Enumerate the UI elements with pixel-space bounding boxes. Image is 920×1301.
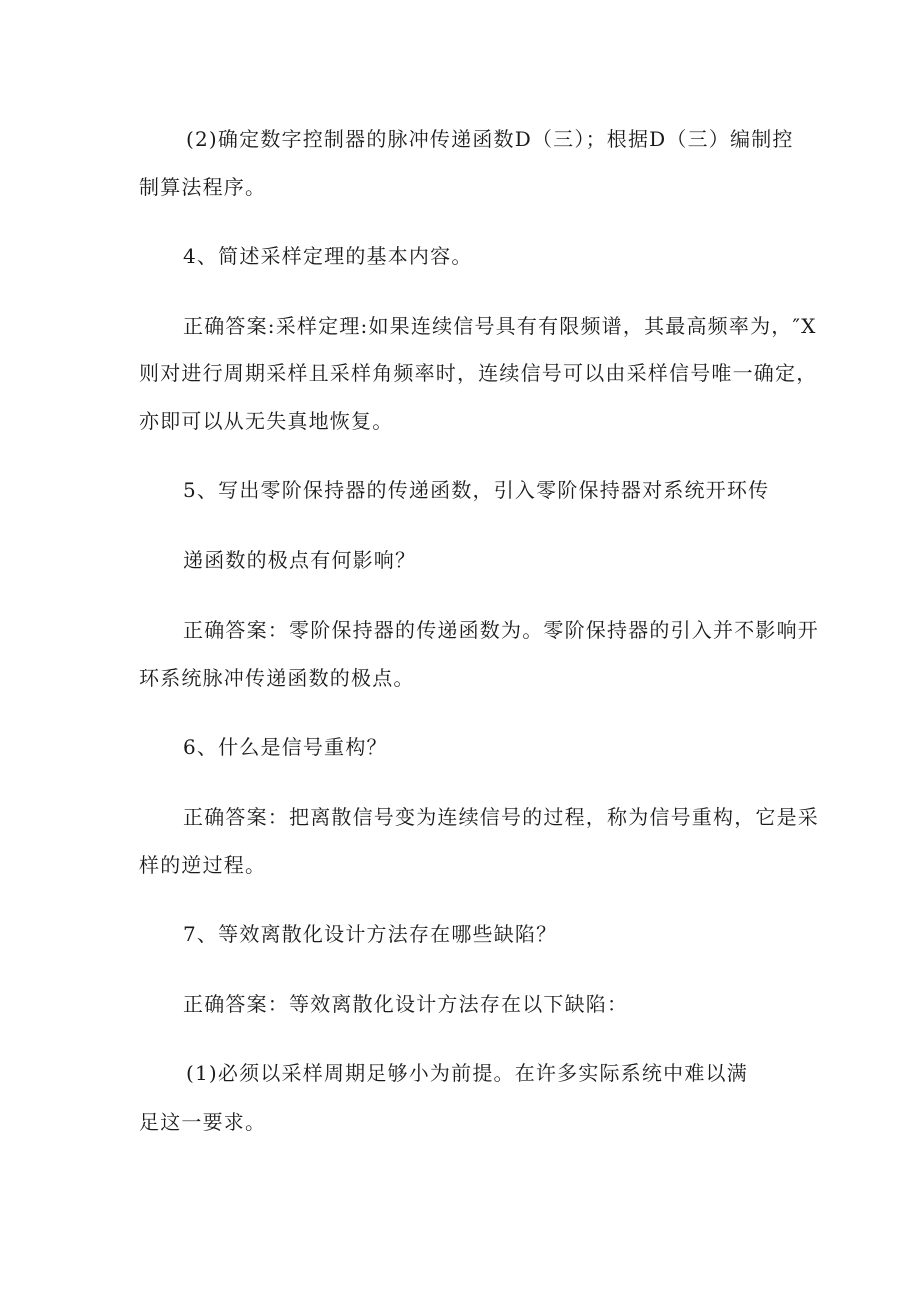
question-heading: 7、等效离散化设计方法存在哪些缺陷？	[183, 922, 558, 946]
answer-text: 正确答案：零阶保持器的传递函数为。零阶保持器的引入并不影响开	[183, 618, 819, 642]
answer-text: 环系统脉冲传递函数的极点。	[139, 666, 415, 690]
text-line: (2)确定数字控制器的脉冲传递函数D（三）；根据D（三）编制控	[186, 127, 794, 151]
answer-text: 正确答案：把离散信号变为连续信号的过程，称为信号重构，它是采	[183, 805, 819, 829]
answer-text: 样的逆过程。	[139, 853, 267, 877]
text-line: 制算法程序。	[139, 175, 267, 199]
answer-text: (1)必须以采样周期足够小为前提。在许多实际系统中难以满	[186, 1061, 748, 1085]
answer-text: 正确答案：等效离散化设计方法存在以下缺陷：	[183, 992, 629, 1016]
answer-text: 足这一要求。	[139, 1110, 267, 1134]
answer-text: 亦即可以从无失真地恢复。	[139, 409, 394, 433]
question-heading: 4、简述采样定理的基本内容。	[183, 244, 473, 268]
answer-text: 则对进行周期采样且采样角频率时，连续信号可以由采样信号唯一确定，	[139, 361, 818, 385]
question-heading: 5、写出零阶保持器的传递函数，引入零阶保持器对系统开环传	[183, 478, 770, 502]
question-heading: 递函数的极点有何影响？	[183, 548, 417, 572]
answer-text: 正确答案:采样定理:如果连续信号具有有限频谱，其最高频率为，″X	[183, 314, 817, 338]
question-heading: 6、什么是信号重构？	[183, 735, 388, 759]
